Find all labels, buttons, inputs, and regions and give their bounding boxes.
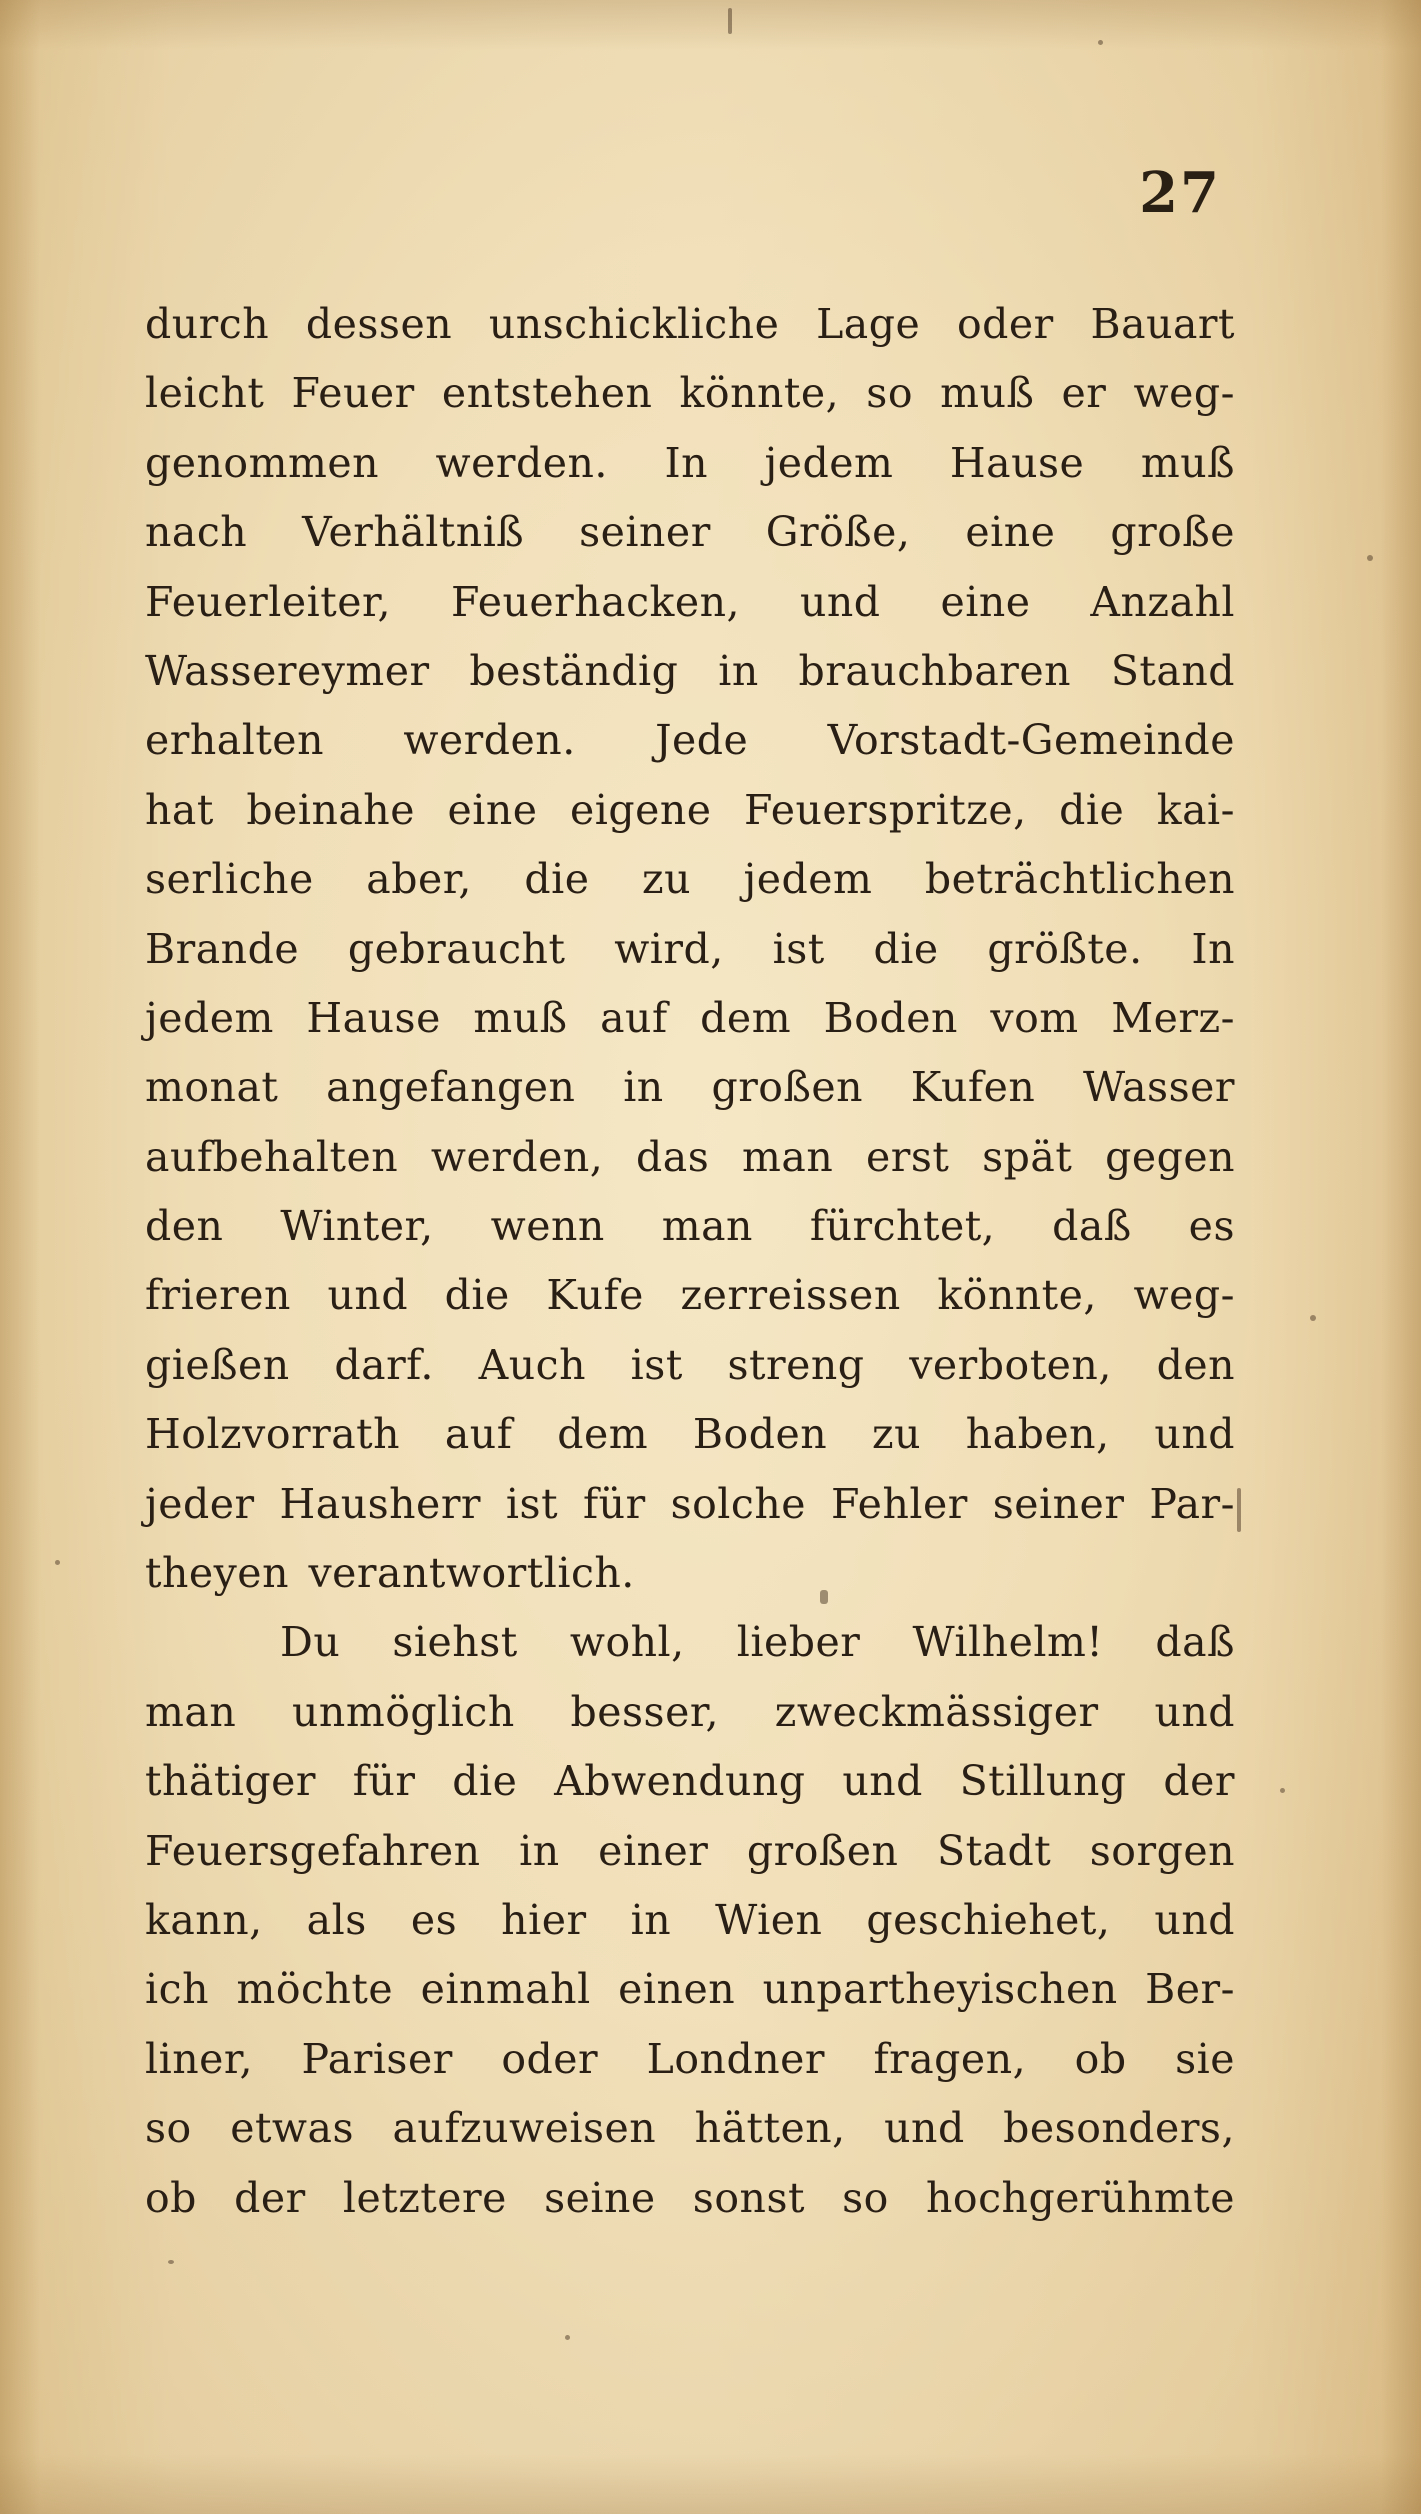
text-line: Holzvorrath auf dem Boden zu haben, und <box>145 1410 1235 1459</box>
text-line: monat angefangen in großen Kufen Wasser <box>145 1063 1235 1112</box>
paper-speck <box>1367 555 1373 561</box>
paper-speck <box>728 8 732 34</box>
paper-speck <box>1310 1315 1316 1321</box>
page-number: 27 <box>1139 160 1221 226</box>
text-line: jeder Hausherr ist für solche Fehler seiner Par- <box>145 1479 1235 1528</box>
body-text <box>145 290 1235 2233</box>
text-line: Wassereymer beständig in brauchbaren Stand <box>145 646 1235 695</box>
paper-speck <box>565 2335 570 2340</box>
text-line: nach Verhältniß seiner Größe, eine große <box>145 508 1235 557</box>
page-edge-shadow-left <box>0 0 40 2514</box>
page-edge-shadow-right <box>1381 0 1421 2514</box>
text-line: man unmöglich besser, zweckmässiger und <box>145 1687 1235 1736</box>
page-edge-shadow-bottom <box>0 2454 1421 2514</box>
paragraph-start-line: Du siehst wohl, lieber Wilhelm! daß <box>280 1618 1235 1667</box>
text-line: thätiger für die Abwendung und Stillung der <box>145 1757 1235 1806</box>
text-line: Brande gebraucht wird, ist die größte. In <box>145 924 1235 973</box>
text-line: hat beinahe eine eigene Feuerspritze, die kai- <box>145 785 1235 834</box>
text-line: frieren und die Kufe zerreissen könnte, weg- <box>145 1271 1235 1320</box>
text-line: Feuersgefahren in einer großen Stadt sorgen <box>145 1826 1235 1875</box>
text-line: den Winter, wenn man fürchtet, daß es <box>145 1202 1235 1251</box>
text-line: gießen darf. Auch ist streng verboten, den <box>145 1340 1235 1389</box>
paper-speck <box>1280 1788 1285 1793</box>
paper-speck <box>168 2260 174 2264</box>
text-line: erhalten werden. Jede Vorstadt-Gemeinde <box>145 716 1235 765</box>
text-line: aufbehalten werden, das man erst spät gegen <box>145 1132 1235 1181</box>
page-edge-shadow-top <box>0 0 1421 50</box>
text-line: liner, Pariser oder Londner fragen, ob sie <box>145 2034 1235 2083</box>
paragraph-end-line: theyen verantwortlich. <box>145 1549 635 1598</box>
text-line: serliche aber, die zu jedem beträchtlichen <box>145 855 1235 904</box>
paper-speck <box>1237 1488 1241 1532</box>
paper-speck <box>1098 40 1103 45</box>
text-line: leicht Feuer entstehen könnte, so muß er weg- <box>145 369 1235 418</box>
text-line: jedem Hause muß auf dem Boden vom Merz- <box>145 993 1235 1042</box>
paper-speck <box>55 1560 60 1565</box>
text-line: genommen werden. In jedem Hause muß <box>145 438 1235 487</box>
text-line: Feuerleiter, Feuerhacken, und eine Anzahl <box>145 577 1235 626</box>
text-line: ob der letztere seine sonst so hochgerühmte <box>145 2173 1235 2222</box>
text-line: ich möchte einmahl einen unpartheyischen Ber- <box>145 1965 1235 2014</box>
text-line: kann, als es hier in Wien geschiehet, und <box>145 1895 1235 1944</box>
text-line: durch dessen unschickliche Lage oder Bauart <box>145 300 1235 348</box>
text-line: so etwas aufzuweisen hätten, und besonders, <box>145 2104 1235 2153</box>
